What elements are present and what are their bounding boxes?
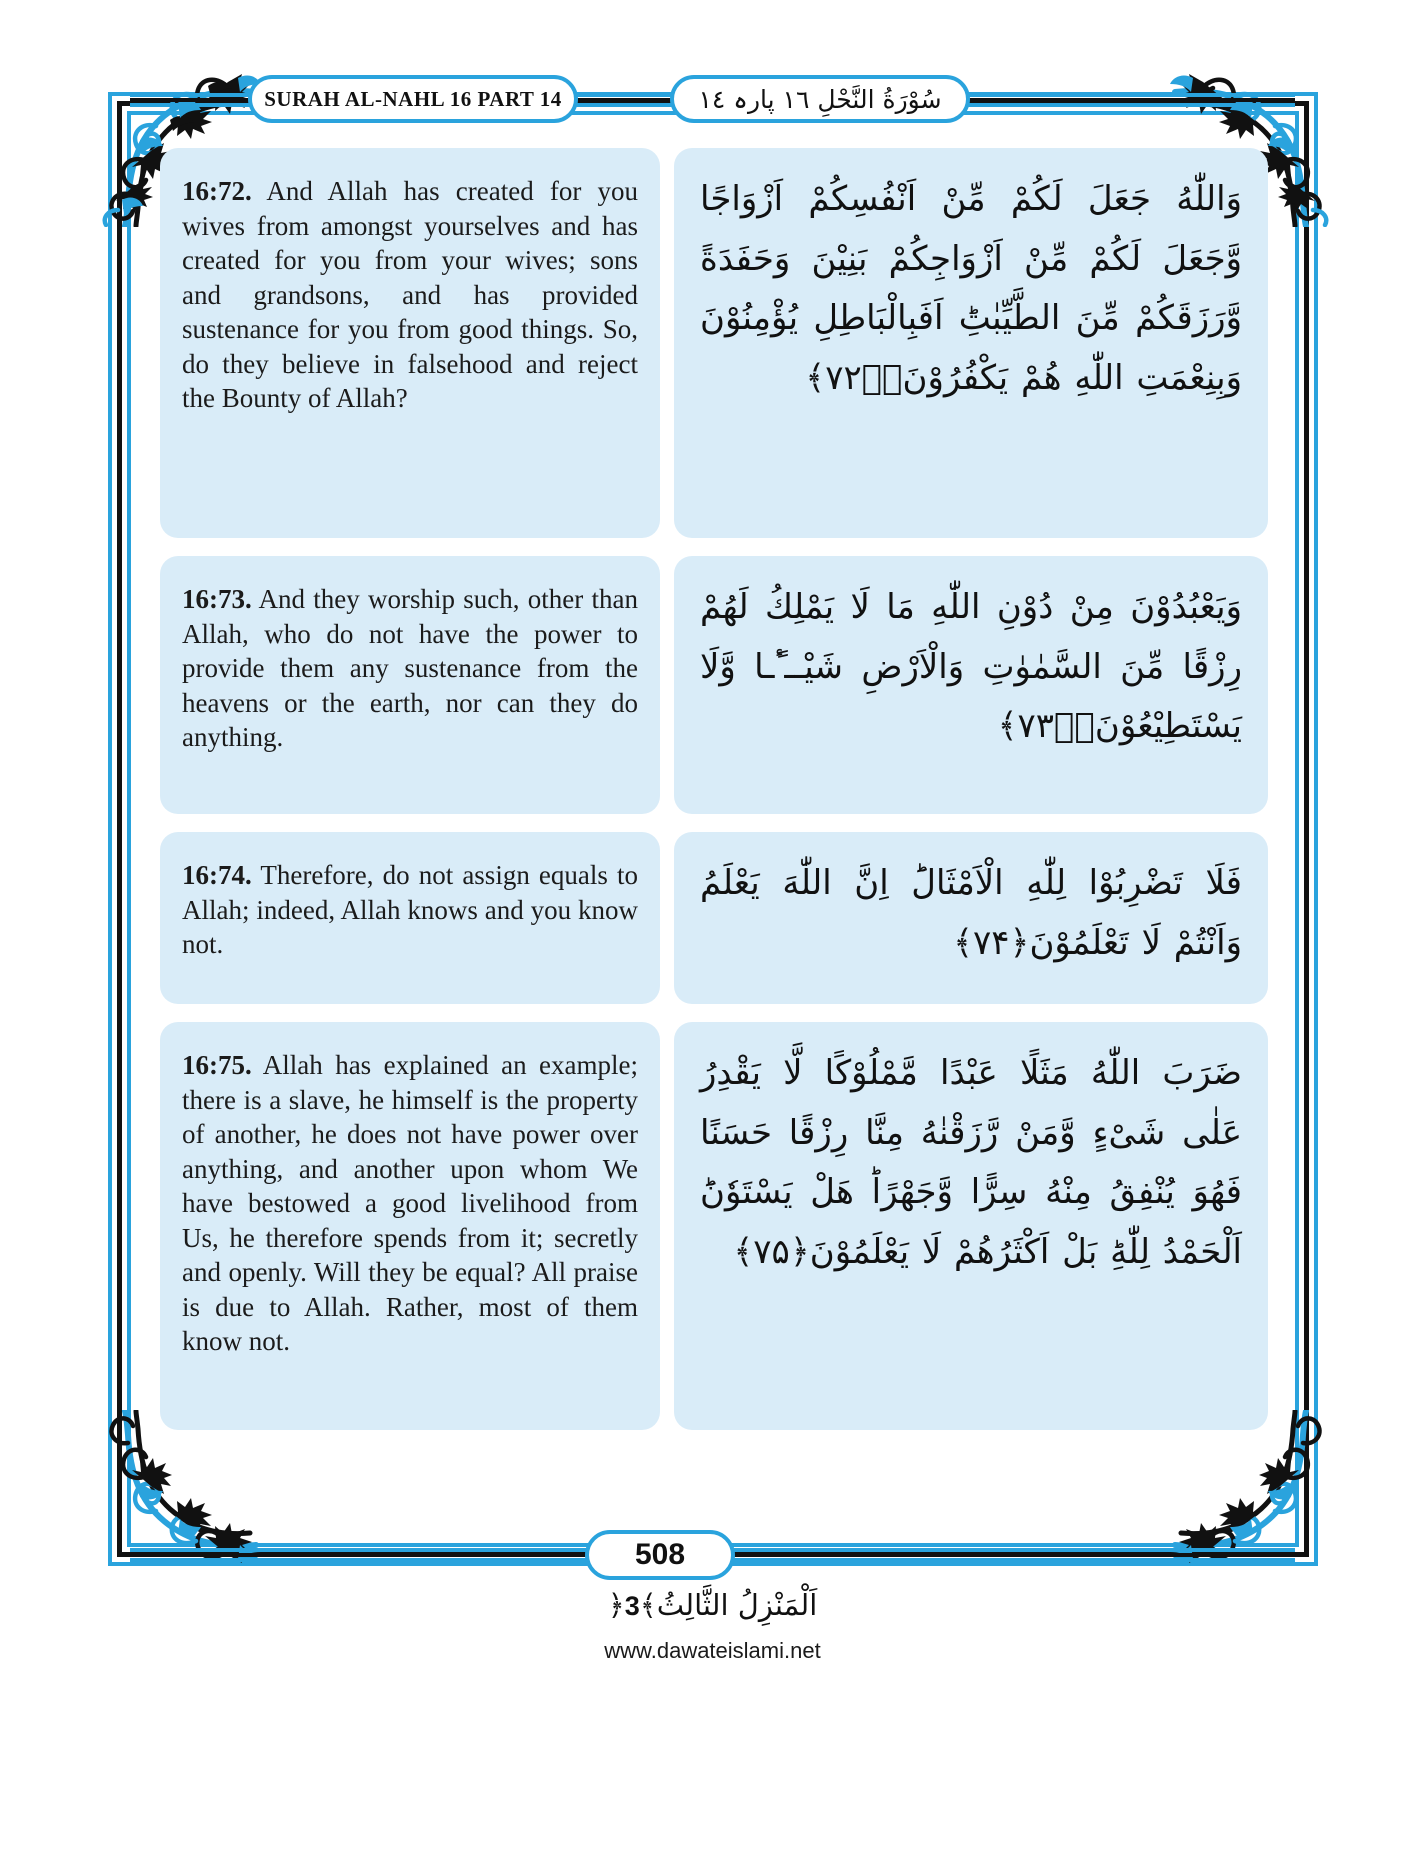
verse-container xyxy=(160,148,1268,1418)
verse-arabic-block xyxy=(674,556,1268,814)
page-footer xyxy=(130,1530,1295,1582)
verse-number: 16:73. xyxy=(182,584,252,614)
manzil-number: 3 xyxy=(624,1591,640,1621)
verse-number: 16:75. xyxy=(182,1050,252,1080)
verse-english-block xyxy=(160,148,660,538)
verse-english-text xyxy=(182,858,638,962)
verse-arabic-text: ضَرَبَ اللّٰهُ مَثَلًا عَبْدًا مَّمْلُوْكًا لَّا یَقْدِرُ عَلٰى شَیْءٍ وَّمَنْ رَّزَقْنٰهُ مِنَّا رِزْقًا حَسَنًا فَهُوَ یُنْفِقُ مِنْهُ سِرًّا وَّجَهْرًاؕ هَلْ یَسْتَوٗنَؕ اَلْحَمْدُ لِلّٰهِؕ بَلْ اَكْثَرُهُمْ لَا یَعْلَمُوْنَ﴿۷۵﴾ xyxy=(700,1053,1242,1272)
website-url[interactable] xyxy=(0,1638,1425,1664)
verse-row xyxy=(160,832,1268,1004)
header-title-english-text: SURAH AL-NAHL 16 PART 14 xyxy=(264,86,562,111)
page-number-text: 508 xyxy=(634,1538,686,1571)
verse-english-body: Allah has explained an example; there is a slave, he himself is the property of another, he does not have power over anything, and another upon whom We have bestowed a good livelihood from Us, he therefore spends from it; secretly and openly. Will they be equal? All praise is due to Allah. Rather, most of them know not. xyxy=(182,1050,638,1357)
verse-number: 16:74. xyxy=(182,860,252,890)
page-header xyxy=(130,75,1295,125)
verse-row xyxy=(160,148,1268,538)
manzil-label xyxy=(0,1588,1425,1622)
verse-english-body: Therefore, do not assign equals to Allah; indeed, Allah knows and you know not. xyxy=(182,860,638,960)
verse-arabic-text: فَلَا تَضْرِبُوْا لِلّٰهِ الْاَمْثَالَؕ اِنَّ اللّٰهَ یَعْلَمُ وَاَنْتُمْ لَا تَعْلَمُوْنَ﴿۷۴﴾ xyxy=(700,863,1242,963)
verse-english-body: And Allah has created for you wives from amongst yourselves and has created for you from your wives; sons and grandsons, and has provided sustenance for you from good things. So, do they believe in falsehood and reject the Bounty of Allah? xyxy=(182,176,638,414)
verse-number: 16:72. xyxy=(182,176,252,206)
verse-arabic-block xyxy=(674,148,1268,538)
header-title-arabic-text: سُوْرَةُ النَّحْلِ ١٦ پارہ ١٤ xyxy=(698,84,942,114)
verse-english-text xyxy=(182,1048,638,1359)
website-url-text: www.dawateislami.net xyxy=(604,1638,821,1663)
manzil-arabic-text: اَلْمَنْزِلُ الثَّالِثُ xyxy=(656,1588,818,1622)
manzil-bracket-open: ﴾ xyxy=(639,1588,657,1622)
manzil-bracket-close: ﴿ xyxy=(607,1588,625,1622)
verse-arabic-block xyxy=(674,832,1268,1004)
verse-english-block xyxy=(160,1022,660,1430)
verse-row xyxy=(160,556,1268,814)
verse-arabic-text: وَاللّٰهُ جَعَلَ لَكُمْ مِّنْ اَنْفُسِكُمْ اَزْوَاجًا وَّجَعَلَ لَكُمْ مِّنْ اَزْوَاجِكُمْ بَنِیْنَ وَحَفَدَةً وَّرَزَقَكُمْ مِّنَ الطَّیِّبٰتِؕ اَفَبِالْبَاطِلِ یُؤْمِنُوْنَ وَبِنِعْمَتِ اللّٰهِ هُمْ یَكْفُرُوْنَۙ﴿۷۲﴾ xyxy=(700,179,1242,398)
verse-english-block xyxy=(160,556,660,814)
verse-english-text xyxy=(182,174,638,416)
verse-row xyxy=(160,1022,1268,1430)
verse-arabic-text: وَیَعْبُدُوْنَ مِنْ دُوْنِ اللّٰهِ مَا لَا یَمْلِكُ لَهُمْ رِزْقًا مِّنَ السَّمٰوٰتِ وَالْاَرْضِ شَیْــٴًـا وَّلَا یَسْتَطِیْعُوْنَۚ﴿۷۳﴾ xyxy=(700,587,1242,746)
header-surah-title-english xyxy=(248,75,578,123)
verse-arabic-block xyxy=(674,1022,1268,1430)
header-surah-title-arabic xyxy=(670,75,970,123)
verse-english-text xyxy=(182,582,638,755)
verse-english-body: And they worship such, other than Allah, who do not have the power to provide them any sustenance from the heavens or the earth, nor can they do anything. xyxy=(182,584,639,753)
page-number-badge xyxy=(585,1530,735,1580)
verse-english-block xyxy=(160,832,660,1004)
